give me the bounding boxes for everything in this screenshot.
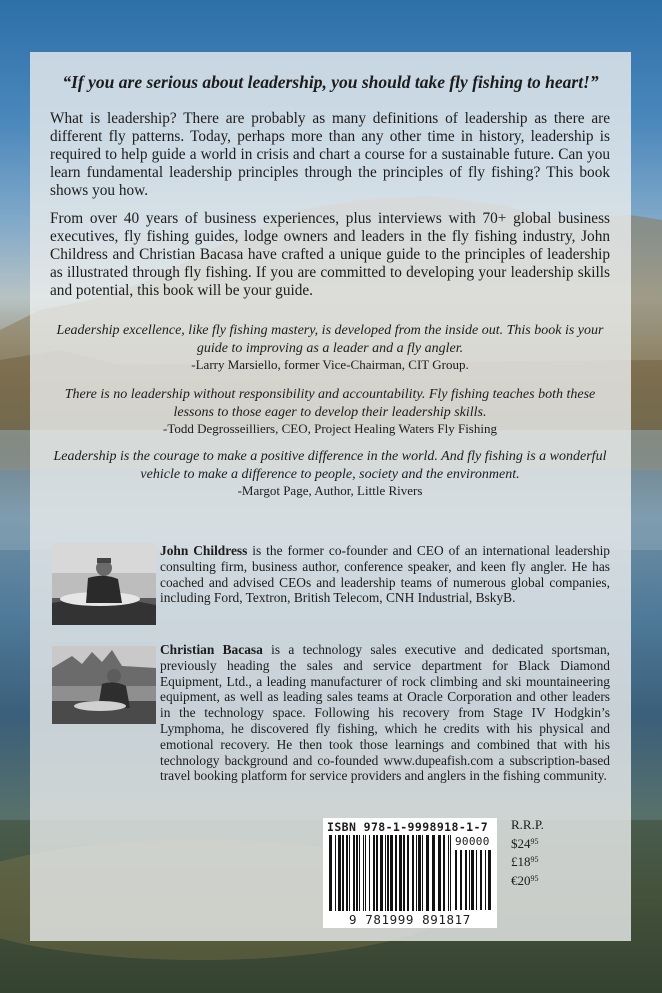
- isbn-label: ISBN 978-1-9998918-1-7: [327, 820, 489, 834]
- author-bio: [160, 642, 610, 784]
- endorsement: [50, 322, 610, 373]
- barcode-addon-bars: [455, 850, 493, 910]
- author-name: John Childress: [160, 543, 248, 558]
- endorsement-text: Leadership excellence, like fly fishing mastery, is developed from the inside out. This book is your guide to improving as a leader and a fly angler.: [56, 323, 604, 356]
- author-bio-text: is the former co-founder and CEO of an international leadership consulting firm, business author, conference speaker, and keen fly angler. He has coached and advised CEOs and leadership teams of numerous global companies, including Ford, Textron, British Telecom, CNH Industrial, BskyB.: [160, 543, 610, 606]
- endorsement: [50, 448, 610, 499]
- author-name: Christian Bacasa: [160, 642, 263, 657]
- price-list: [511, 817, 544, 889]
- price-eur: $€20^{95}$: [511, 872, 539, 888]
- barcode-digits: 9 781999 891817: [349, 912, 471, 927]
- endorsement-text: Leadership is the courage to make a positive difference in the world. And fly fishing is a wonderful vehicle to make a difference to people, society and the environment.: [53, 449, 607, 482]
- author-photo-christian-bacasa: [52, 646, 156, 724]
- barcode-addon-digits: 90000: [455, 835, 490, 848]
- endorsement-attribution: -Larry Marsiello, former Vice-Chairman, CIT Group.: [191, 357, 469, 372]
- isbn-barcode: [323, 818, 497, 928]
- price-label: R.R.P.: [511, 817, 544, 832]
- author-bio: [160, 543, 610, 606]
- author-bio-text: is a technology sales executive and dedicated sportsman, previously heading the sales and service department for Black Diamond Equipment, Ltd., a leading manufacturer of rock climbing and ski mountaineering equipment, as well as leading sales teams at Oracle Corporation and other leaders in the technology space. Following his recovery from Stage IV Hodgkin’s Lymphoma, he discovered fly fishing, which he credits with his physical and emotional recovery. He then took those learnings and combined that with his technology background and co-founded www.dupeafish.com a subscription-based travel booking platform for service providers and anglers in the fishing community.: [160, 642, 610, 784]
- intro-paragraph: From over 40 years of business experiences, plus interviews with 70+ global business executives, fly fishing guides, lodge owners and leaders in the fly fishing industry, John Childress and Christian Bacasa have crafted a unique guide to the principles of leadership as illustrated through fly fishing. If you are committed to developing your leadership skills and potential, this book will be your guide.: [50, 210, 610, 299]
- barcode-bars: [329, 835, 453, 911]
- author-photo-john-childress: [52, 543, 156, 625]
- endorsement-text: There is no leadership without responsibility and accountability. Fly fishing teaches both these lessons to those eager to develop their leadership skills.: [64, 387, 596, 420]
- price-usd: $\$24^{95}$: [511, 835, 539, 851]
- price-gbp: $£18^{95}$: [511, 854, 539, 870]
- intro-paragraph: What is leadership? There are probably as many definitions of leadership as there are different fly patterns. Today, perhaps more than any other time in history, leadership is required to help guide a world in crisis and chart a course for a sustainable future. Can you learn fundamental leadership principles through the principles of fly fishing? This book shows you how.: [50, 110, 610, 199]
- headline-quote: “If you are serious about leadership, you should take fly fishing to heart!”: [62, 72, 599, 92]
- endorsement: [50, 386, 610, 437]
- endorsement-attribution: -Todd Degrosseilliers, CEO, Project Healing Waters Fly Fishing: [163, 421, 497, 436]
- endorsement-attribution: -Margot Page, Author, Little Rivers: [237, 483, 423, 498]
